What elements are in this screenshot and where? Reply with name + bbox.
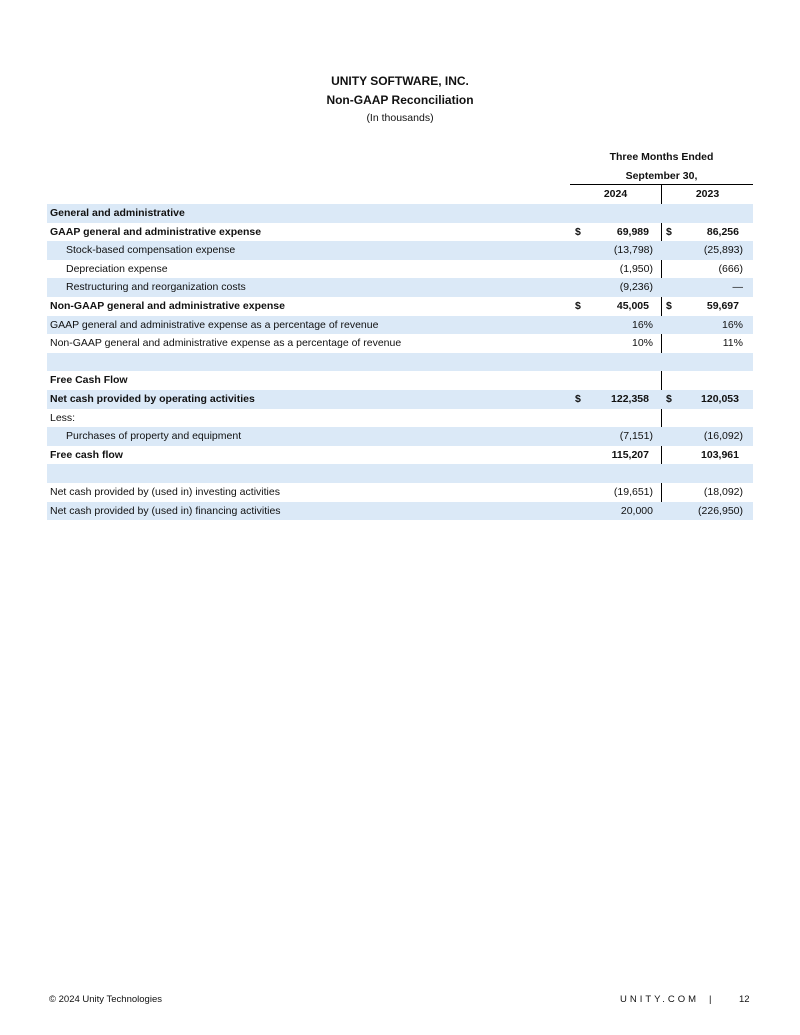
table-row: [47, 446, 753, 465]
units-note: (In thousands): [366, 112, 434, 124]
row-label: Non-GAAP general and administrative expense: [50, 299, 285, 312]
currency-symbol: $: [575, 392, 581, 405]
value-2024: (13,798): [613, 244, 653, 257]
row-label: General and administrative: [50, 207, 185, 219]
table-row-spacer: [47, 353, 753, 372]
website-link[interactable]: UNITY.COM: [620, 994, 700, 1005]
copyright-text: © 2024 Unity Technologies: [49, 994, 162, 1005]
row-label: Non-GAAP general and administrative expense as a percentage of revenue: [50, 337, 402, 350]
year-2023-header: 2023: [695, 188, 720, 200]
value-2024: 115,207: [611, 448, 649, 461]
value-2023: 59,697: [706, 299, 739, 312]
table-row: [47, 278, 753, 297]
footer-separator: |: [709, 994, 712, 1005]
currency-symbol: $: [666, 392, 672, 405]
table-row: [47, 334, 753, 353]
value-2023: 120,053: [701, 392, 739, 405]
table-row: [47, 409, 753, 428]
table-row: [47, 390, 753, 409]
period-heading: Three Months Ended: [609, 151, 714, 163]
value-2023: 103,961: [701, 448, 739, 461]
currency-symbol: $: [575, 225, 581, 238]
row-label: Free cash flow: [50, 448, 123, 461]
table-row: [47, 316, 753, 335]
table-row: [47, 427, 753, 446]
value-2024: (9,236): [619, 281, 653, 294]
table-row: [47, 371, 753, 390]
table-row: [47, 297, 753, 316]
value-2023: (25,893): [703, 244, 743, 257]
value-2023: —: [732, 281, 743, 294]
row-label: Purchases of property and equipment: [66, 430, 242, 443]
table-row: [47, 241, 753, 260]
value-2023: 86,256: [706, 225, 739, 238]
row-label: GAAP general and administrative expense as a percentage of revenue: [50, 318, 379, 331]
row-label: Less:: [50, 411, 76, 424]
table-row-spacer: [47, 464, 753, 483]
value-2024: (19,651): [613, 485, 653, 498]
year-2024-header: 2024: [603, 188, 628, 200]
value-2024: 122,358: [611, 392, 649, 405]
row-label: Depreciation expense: [66, 262, 168, 275]
row-label: Net cash provided by (used in) financing activities: [50, 504, 281, 517]
currency-symbol: $: [666, 299, 672, 312]
value-2024: 20,000: [620, 504, 653, 517]
row-label: Net cash provided by (used in) investing activities: [50, 485, 280, 498]
value-2024: 45,005: [616, 299, 649, 312]
value-2023: (16,092): [703, 430, 743, 443]
row-label: Restructuring and reorganization costs: [66, 281, 246, 294]
value-2024: (7,151): [619, 430, 653, 443]
row-label: Free Cash Flow: [50, 374, 128, 387]
value-2023: 16%: [721, 318, 743, 331]
table-row: [47, 502, 753, 521]
table-row: [47, 483, 753, 502]
value-2024: 69,989: [616, 225, 649, 238]
value-2023: 11%: [722, 337, 743, 350]
value-2024: (1,950): [619, 262, 653, 275]
company-name: UNITY SOFTWARE, INC.: [331, 74, 469, 88]
value-2023: (18,092): [703, 485, 743, 498]
table-row: [47, 204, 753, 223]
table-row: [47, 260, 753, 279]
currency-symbol: $: [575, 299, 581, 312]
period-subheading: September 30,: [625, 170, 698, 182]
value-2024: 10%: [631, 337, 653, 350]
report-title: Non-GAAP Reconciliation: [326, 93, 474, 107]
value-2023: (226,950): [698, 504, 743, 517]
reconciliation-table: [47, 204, 753, 520]
row-label: Stock-based compensation expense: [66, 244, 236, 257]
value-2023: (666): [718, 262, 743, 275]
currency-symbol: $: [666, 225, 672, 238]
table-row: [47, 223, 753, 242]
value-2024: 16%: [631, 318, 653, 331]
row-label: Net cash provided by operating activities: [50, 392, 255, 405]
page-number: 12: [739, 994, 750, 1005]
row-label: GAAP general and administrative expense: [50, 225, 262, 238]
